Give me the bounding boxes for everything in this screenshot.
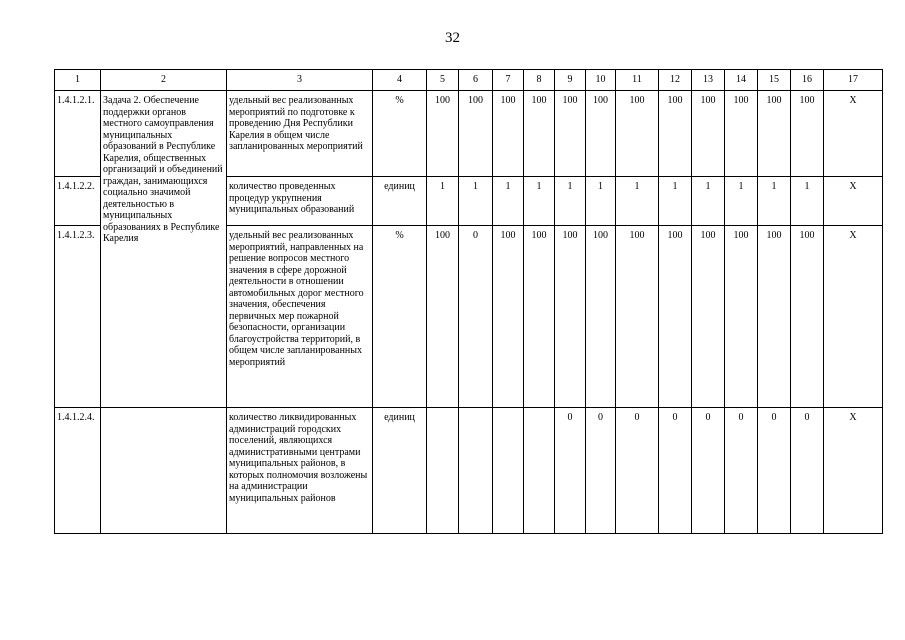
header-cell: 4 — [373, 70, 427, 91]
value-cell: 100 — [791, 226, 824, 408]
row-code: 1.4.1.2.2. — [55, 177, 101, 226]
unit: единиц — [373, 408, 427, 534]
value-cell: 100 — [692, 226, 725, 408]
row-code: 1.4.1.2.3. — [55, 226, 101, 408]
table-row — [55, 91, 883, 177]
value-cell — [493, 408, 524, 534]
header-cell: 9 — [555, 70, 586, 91]
final-cell: Х — [824, 91, 883, 177]
value-cell: 1 — [427, 177, 459, 226]
unit: единиц — [373, 177, 427, 226]
row-code: 1.4.1.2.1. — [55, 91, 101, 177]
row-code: 1.4.1.2.4. — [55, 408, 101, 534]
table-row — [55, 408, 883, 534]
value-cell: 100 — [586, 226, 616, 408]
value-cell: 1 — [725, 177, 758, 226]
value-cell: 1 — [555, 177, 586, 226]
value-cell: 1 — [791, 177, 824, 226]
value-cell: 100 — [427, 226, 459, 408]
value-cell: 100 — [791, 91, 824, 177]
value-cell: 100 — [555, 91, 586, 177]
value-cell: 100 — [616, 91, 659, 177]
value-cell: 100 — [555, 226, 586, 408]
value-cell: 100 — [758, 226, 791, 408]
value-cell: 100 — [616, 226, 659, 408]
value-cell: 100 — [725, 226, 758, 408]
header-cell: 15 — [758, 70, 791, 91]
header-cell: 5 — [427, 70, 459, 91]
value-cell: 0 — [692, 408, 725, 534]
header-cell: 12 — [659, 70, 692, 91]
value-cell: 100 — [524, 91, 555, 177]
header-cell: 17 — [824, 70, 883, 91]
header-cell: 3 — [227, 70, 373, 91]
value-cell: 100 — [692, 91, 725, 177]
indicator-name: количество ликвидированных администраций городских поселений, являющихся административными центрами муниципальных районов, в которых полномочия возложены на администрации муниципальных районов — [227, 408, 373, 534]
final-cell: Х — [824, 226, 883, 408]
header-cell: 13 — [692, 70, 725, 91]
indicators-table — [54, 69, 883, 534]
value-cell: 1 — [692, 177, 725, 226]
value-cell: 100 — [659, 226, 692, 408]
value-cell: 1 — [758, 177, 791, 226]
indicator-name: удельный вес реализованных мероприятий по подготовке к проведению Дня Республики Карелия в общем числе запланированных мероприятий — [227, 91, 373, 177]
value-cell: 1 — [659, 177, 692, 226]
header-cell: 6 — [459, 70, 493, 91]
value-cell: 0 — [725, 408, 758, 534]
final-cell: Х — [824, 408, 883, 534]
value-cell: 100 — [758, 91, 791, 177]
value-cell — [524, 408, 555, 534]
header-cell: 2 — [101, 70, 227, 91]
header-cell: 14 — [725, 70, 758, 91]
value-cell: 0 — [791, 408, 824, 534]
value-cell: 1 — [493, 177, 524, 226]
indicator-name: количество проведенных процедур укрупнения муниципальных образований — [227, 177, 373, 226]
header-cell: 10 — [586, 70, 616, 91]
header-row — [55, 70, 883, 91]
value-cell: 100 — [493, 226, 524, 408]
value-cell — [459, 408, 493, 534]
value-cell: 1 — [586, 177, 616, 226]
header-cell: 7 — [493, 70, 524, 91]
value-cell: 0 — [758, 408, 791, 534]
value-cell: 0 — [616, 408, 659, 534]
value-cell: 100 — [459, 91, 493, 177]
value-cell: 1 — [459, 177, 493, 226]
unit: % — [373, 91, 427, 177]
value-cell: 100 — [427, 91, 459, 177]
unit: % — [373, 226, 427, 408]
header-cell: 8 — [524, 70, 555, 91]
indicator-name: удельный вес реализованных мероприятий, направленных на решение вопросов местного значения в сфере дорожной деятельности в отношении автомобильных дорог местного значения, обеспечения первичных мер пожарной безопасности, организации благоустройства территорий, в общем числе запланированных мероприятий — [227, 226, 373, 408]
value-cell: 1 — [524, 177, 555, 226]
task-description: Задача 2. Обеспечение поддержки органов местного самоуправления муниципальных образований в Республике Карелия, общественных организаций и объединений граждан, занимающихся социально значимой деятельностью в муниципальных образованиях в Республике Карелия — [101, 91, 227, 408]
value-cell — [427, 408, 459, 534]
value-cell: 0 — [459, 226, 493, 408]
value-cell: 100 — [725, 91, 758, 177]
value-cell: 0 — [659, 408, 692, 534]
value-cell: 100 — [659, 91, 692, 177]
task-cell-empty — [101, 408, 227, 534]
header-cell: 1 — [55, 70, 101, 91]
value-cell: 0 — [586, 408, 616, 534]
value-cell: 100 — [524, 226, 555, 408]
value-cell: 1 — [616, 177, 659, 226]
final-cell: Х — [824, 177, 883, 226]
header-cell: 16 — [791, 70, 824, 91]
page-number: 32 — [445, 30, 460, 46]
value-cell: 0 — [555, 408, 586, 534]
header-cell: 11 — [616, 70, 659, 91]
value-cell: 100 — [586, 91, 616, 177]
value-cell: 100 — [493, 91, 524, 177]
